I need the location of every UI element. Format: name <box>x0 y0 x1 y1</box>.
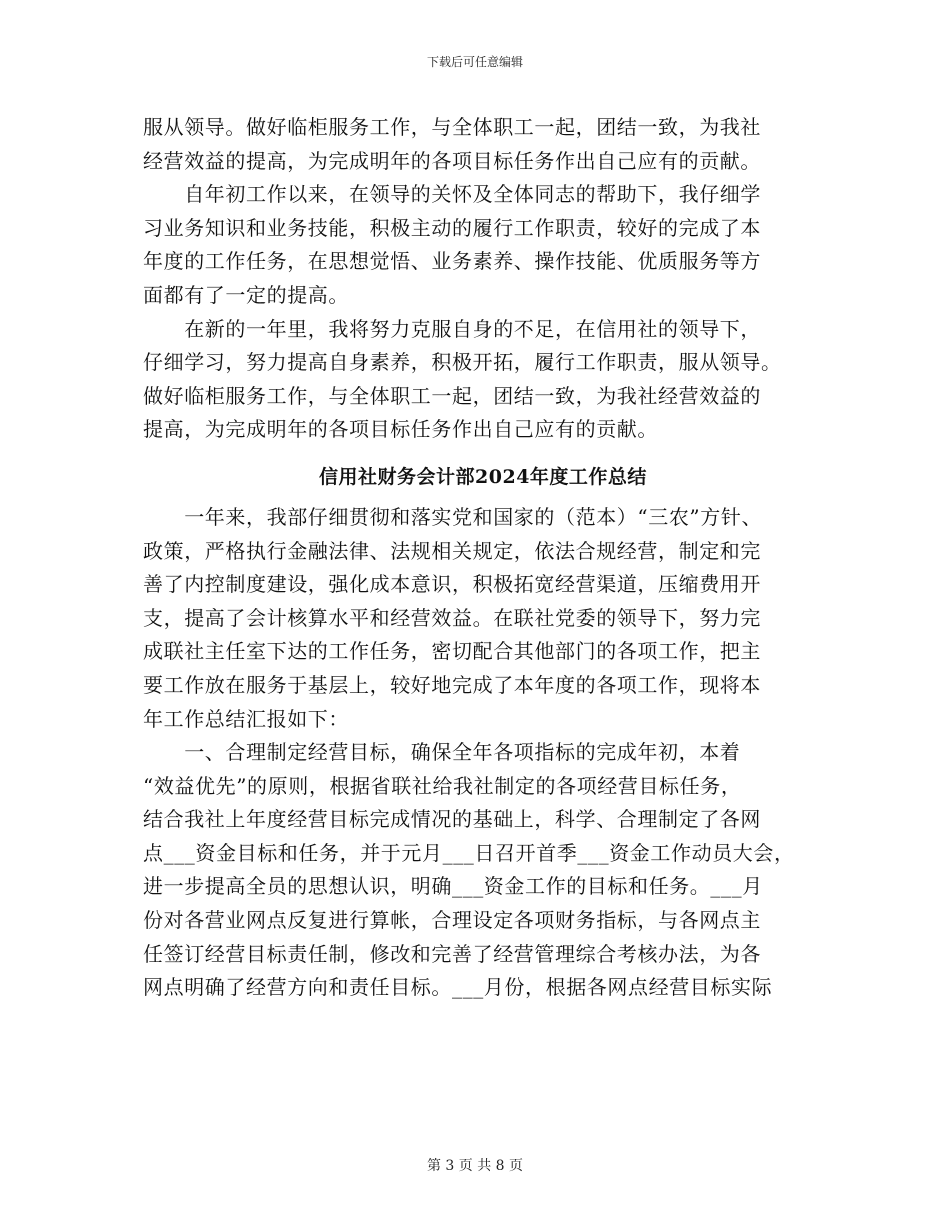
text-line: 成联社主任室下达的工作任务，密切配合其他部门的各项工作，把主 <box>143 639 761 664</box>
section-title: 信用社财务会计部2024年度工作总结 <box>319 465 647 488</box>
page-number: 第 3 页 共 8 页 <box>426 1158 524 1174</box>
text-line: 自年初工作以来，在领导的关怀及全体同志的帮助下，我仔细学 <box>143 182 761 207</box>
text-line: 一、合理制定经营目标，确保全年各项指标的完成年初，本着 <box>143 740 741 765</box>
page-header: 下载后可任意编辑 <box>426 55 523 69</box>
text-line: 善了内控制度建设，强化成本意识，积极拓宽经营渠道，压缩费用开 <box>143 572 761 597</box>
document-body <box>143 111 823 1005</box>
text-line: 政策，严格执行金融法律、法规相关规定，依法合规经营，制定和完 <box>143 538 761 563</box>
text-line: 经营效益的提高，为完成明年的各项目标任务作出自己应有的贡献。 <box>143 148 761 173</box>
text-line: 面都有了一定的提高。 <box>143 282 349 307</box>
text-line: 份对各营业网点反复进行算帐，合理设定各项财务指标，与各网点主 <box>143 908 761 933</box>
text-line: 结合我社上年度经营目标完成情况的基础上，科学、合理制定了各网 <box>143 807 761 832</box>
text-line: 年工作总结汇报如下： <box>143 706 349 731</box>
text-line: 提高，为完成明年的各项目标任务作出自己应有的贡献。 <box>143 417 658 442</box>
text-line: 一年来，我部仔细贯彻和落实党和国家的（范本）“三农”方针、 <box>143 504 763 529</box>
text-line: 网点明确了经营方向和责任目标。___月份，根据各网点经营目标实际 <box>143 975 773 1000</box>
text-line: 进一步提高全员的思想认识，明确___资金工作的目标和任务。___月 <box>143 874 763 899</box>
text-line: 点___资金目标和任务，并于元月___日召开首季___资金工作动员大会， <box>143 840 795 865</box>
text-line: 仔细学习，努力提高自身素养，积极开拓，履行工作职责，服从领导。 <box>143 350 782 375</box>
text-line: 要工作放在服务于基层上，较好地完成了本年度的各项工作，现将本 <box>143 672 761 697</box>
text-line: 习业务知识和业务技能，积极主动的履行工作职责，较好的完成了本 <box>143 215 761 240</box>
text-line: 服从领导。做好临柜服务工作，与全体职工一起，团结一致，为我社 <box>143 115 761 139</box>
text-line: 任签订经营目标责任制，修改和完善了经营管理综合考核办法，为各 <box>143 941 761 966</box>
text-line: 年度的工作任务，在思想觉悟、业务素养、操作技能、优质服务等方 <box>143 249 761 274</box>
text-line: “效益优先”的原则，根据省联社给我社制定的各项经营目标任务， <box>143 773 742 798</box>
text-line: 在新的一年里，我将努力克服自身的不足，在信用社的领导下， <box>143 316 761 341</box>
text-line: 做好临柜服务工作，与全体职工一起，团结一致，为我社经营效益的 <box>143 383 761 408</box>
text-line: 支，提高了会计核算水平和经营效益。在联社党委的领导下，努力完 <box>143 605 761 630</box>
